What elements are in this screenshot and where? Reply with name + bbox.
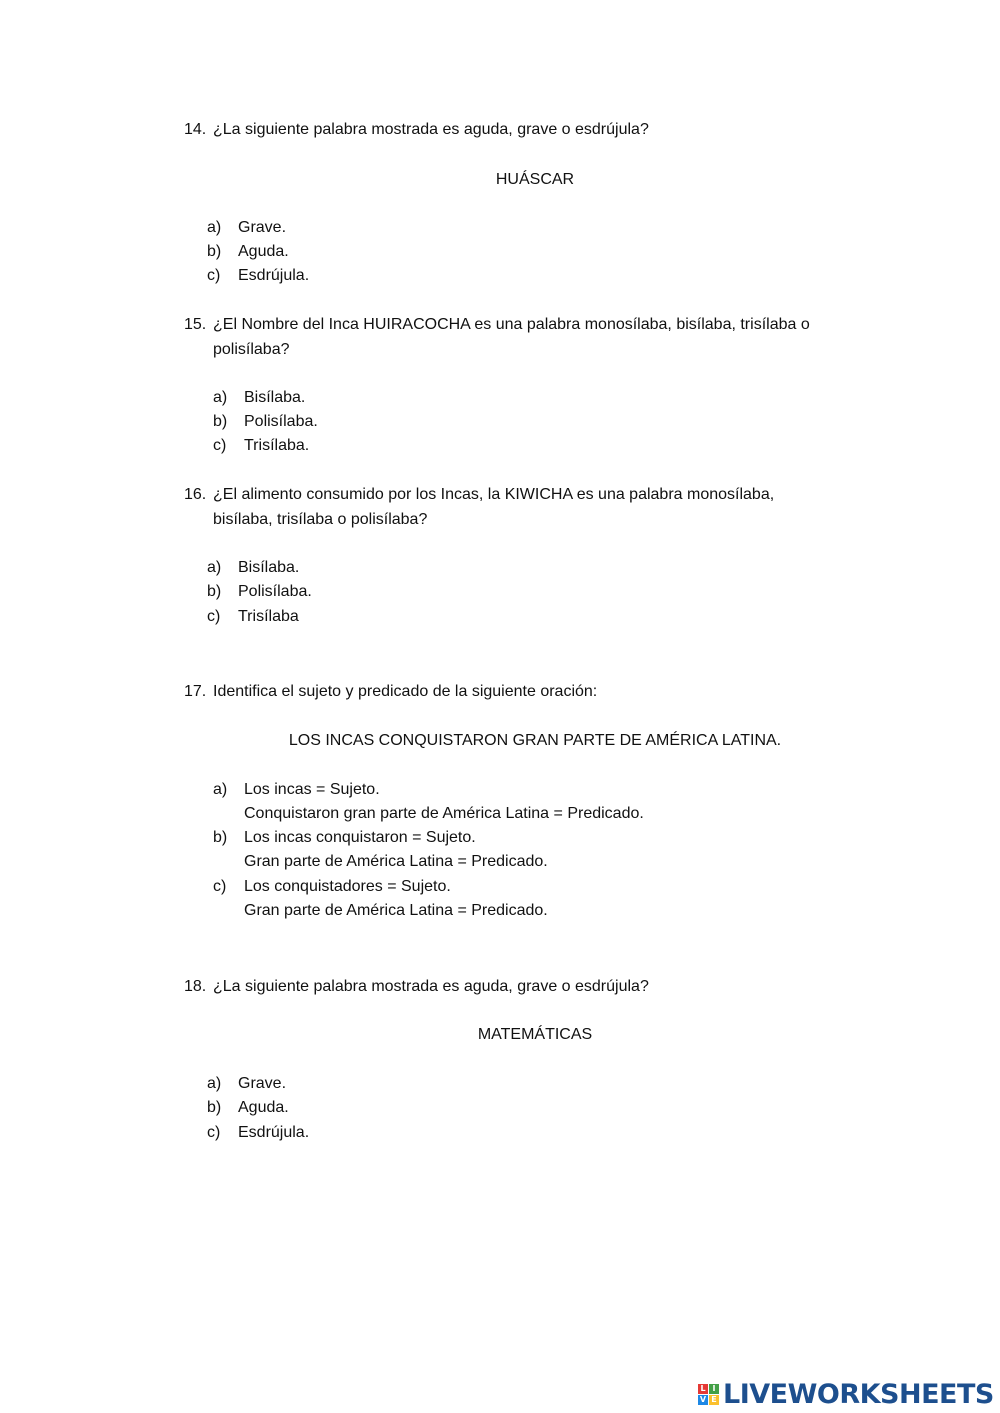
question-word: MATEMÁTICAS [477,1026,593,1043]
option-letter: b) [213,829,228,846]
question-text: ¿La siguiente palabra mostrada es aguda, grave o esdrújula? [213,121,649,138]
logo-mark-tile: L [698,1384,708,1394]
option-letter: c) [207,608,221,625]
question-text: polisílaba? [213,341,290,358]
option-text[interactable]: Los incas = Sujeto. [244,781,380,798]
question-number: 17. [184,683,207,700]
logo-mark-tile: V [699,1394,707,1404]
option-text[interactable]: Los incas conquistaron = Sujeto. [244,829,476,846]
option-text[interactable]: Polisílaba. [238,583,312,600]
logo-mark-tile: E [709,1395,719,1405]
option-letter: b) [213,413,228,430]
question-number: 16. [184,486,207,503]
option-letter: a) [207,1075,222,1092]
option-text[interactable]: Trisílaba [238,608,299,625]
logo-text: LIVEWORKSHEETS [723,1378,994,1410]
logo-mark-tile: I [709,1384,719,1394]
option-letter: a) [207,559,222,576]
question-text: ¿El Nombre del Inca HUIRACOCHA es una palabra monosílaba, bisílaba, trisílaba o [213,316,810,333]
option-text[interactable]: Polisílaba. [244,413,318,430]
option-text[interactable]: Bisílaba. [238,559,300,576]
option-letter: a) [207,219,222,236]
option-letter: b) [207,583,222,600]
question-word: HUÁSCAR [495,171,575,188]
option-text[interactable]: Gran parte de América Latina = Predicado. [244,902,548,919]
option-letter: b) [207,243,222,260]
option-text[interactable]: Grave. [238,1075,287,1092]
question-text: ¿La siguiente palabra mostrada es aguda, grave o esdrújula? [213,978,649,995]
option-letter: c) [207,267,221,284]
option-text[interactable]: Bisílaba. [244,389,306,406]
question-number: 15. [184,316,207,333]
question-number: 14. [184,121,207,138]
option-text[interactable]: Esdrújula. [238,1124,310,1141]
option-text[interactable]: Grave. [238,219,287,236]
option-letter: c) [213,437,227,454]
option-text[interactable]: Conquistaron gran parte de América Latina = Predicado. [244,805,644,822]
question-text: bisílaba, trisílaba o polisílaba? [213,511,428,528]
option-text[interactable]: Gran parte de América Latina = Predicado. [244,853,548,870]
option-letter: a) [213,389,228,406]
question-sentence: LOS INCAS CONQUISTARON GRAN PARTE DE AMÉRICA LATINA. [288,732,782,749]
question-text: ¿El alimento consumido por los Incas, la KIWICHA es una palabra monosílaba, [213,486,775,503]
option-text[interactable]: Los conquistadores = Sujeto. [244,878,451,895]
option-text[interactable]: Aguda. [238,1099,289,1116]
option-letter: a) [213,781,228,798]
option-text[interactable]: Aguda. [238,243,289,260]
option-text[interactable]: Trisílaba. [244,437,310,454]
option-letter: c) [213,878,227,895]
option-letter: b) [207,1099,222,1116]
option-letter: c) [207,1124,221,1141]
question-text: Identifica el sujeto y predicado de la siguiente oración: [213,683,598,700]
liveworksheets-logo[interactable] [698,1378,994,1410]
option-text[interactable]: Esdrújula. [238,267,310,284]
question-number: 18. [184,978,207,995]
logo-mark-icon [698,1384,719,1405]
